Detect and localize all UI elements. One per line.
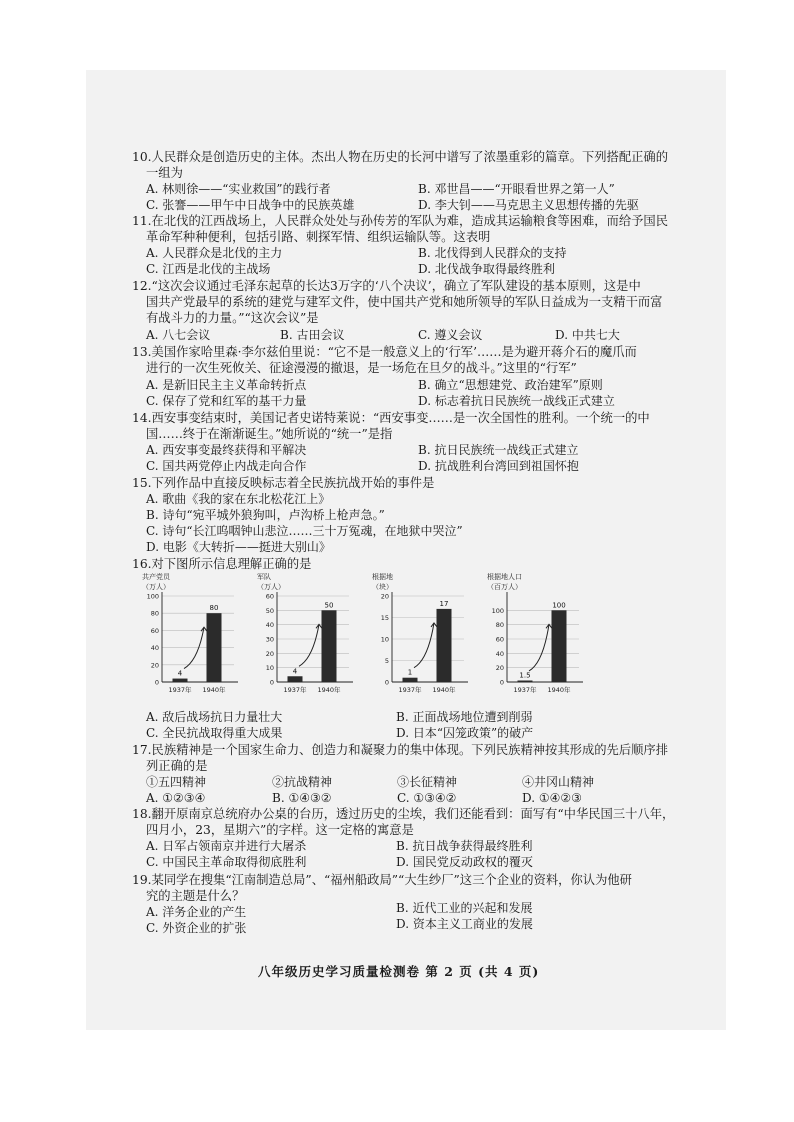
chart-1-ylabel-line1: 共产党员 <box>142 573 170 581</box>
q10-option-d: D. 李大钊——马克思主义思想传播的先驱 <box>418 198 639 212</box>
chart-4-bar-1940年 <box>552 610 567 682</box>
chart-4-ytick-label: 0 <box>499 678 504 687</box>
q11-option-b: B. 北伐得到人民群众的支持 <box>418 246 567 260</box>
q11-option-a: A. 人民群众是北伐的主力 <box>146 246 283 260</box>
q12-stem-line2: 国共产党最早的系统的建党与建军文件，使中国共产党和她所领导的军队日益成为一支精干而富 <box>146 295 663 309</box>
q17-item-2: ②抗战精神 <box>272 775 333 789</box>
chart-2-ytick-label: 20 <box>265 649 274 658</box>
chart-2-value-label: 50 <box>324 601 334 610</box>
q19-stem-line2: 究的主题是什么？ <box>146 889 245 903</box>
q15-option-a: A. 歌曲《我的家在东北松花江上》 <box>146 492 331 506</box>
chart-1-bar-1937年 <box>173 679 188 682</box>
q14-option-c: C. 国共两党停止内战走向合作 <box>146 459 307 473</box>
chart-3-ytick-label: 15 <box>380 614 389 622</box>
q17-stem-line1: 17.民族精神是一个国家生命力、创造力和凝聚力的集中体现。下列民族精神按其形成的先后顺序排 <box>132 743 669 757</box>
q12-option-d: D. 中共七大 <box>555 328 620 342</box>
q19-option-d: D. 资本主义工商业的发展 <box>396 917 533 931</box>
q18-option-b: B. 抗日战争获得最终胜利 <box>396 839 533 853</box>
page-footer: 八年级历史学习质量检测卷 第 2 页 (共 4 页) <box>258 964 540 979</box>
q17-item-4: ④井冈山精神 <box>522 775 595 789</box>
q17-option-c: C. ①③④② <box>397 791 457 805</box>
chart-2-ytick-label: 50 <box>265 606 274 615</box>
q13-stem-line1: 13.美国作家哈里森·李尔兹伯里说：“它不是一般意义上的‘行军’……是为避开蒋介石的魔爪而 <box>132 345 637 359</box>
q10-option-a: A. 林则徐——“实业救国”的践行者 <box>146 182 331 196</box>
chart-2-ylabel-line2: （万人） <box>257 583 285 591</box>
q12-option-c: C. 遵义会议 <box>418 328 483 342</box>
q19-stem-line1: 19.某同学在搜集“江南制造总局”、“福州船政局”“大生纱厂”这三个企业的资料，你认为他研 <box>132 873 632 887</box>
chart-4-trend-arrow <box>529 624 549 671</box>
chart-2-xtick-label: 1937年 <box>283 686 307 694</box>
q13-option-a: A. 是新旧民主主义革命转折点 <box>146 378 307 392</box>
q14-option-d: D. 抗战胜利台湾回到祖国怀抱 <box>418 459 579 473</box>
chart-2-ytick-label: 40 <box>265 621 274 630</box>
chart-3-ytick-label: 0 <box>384 678 389 687</box>
q16-charts-figure <box>140 570 600 708</box>
q19-option-b: B. 近代工业的兴起和发展 <box>396 901 533 915</box>
chart-2-xtick-label: 1940年 <box>317 686 341 694</box>
q11-stem-line1: 11.在北伐的江西战场上，人民群众处处与孙传芳的军队为难，造成其运输粮食等困难，而给予国民 <box>132 214 669 228</box>
q13-option-d: D. 标志着抗日民族统一战线正式建立 <box>418 394 615 408</box>
chart-3-ylabel-line1: 根据地 <box>372 573 393 581</box>
chart-4-ylabel-line2: （百万人） <box>487 583 522 591</box>
chart-4-ylabel-line1: 根据地人口 <box>487 573 522 581</box>
q10-option-b: B. 邓世昌——“开眼看世界之第一人” <box>418 182 615 196</box>
chart-3-bar-1937年 <box>403 678 418 682</box>
q18-stem-line1: 18.翻开原南京总统府办公桌的台历，透过历史的尘埃，我们还能看到：面写有“中华民国三十八年， <box>132 807 675 821</box>
chart-2-bar-1937年 <box>288 676 303 682</box>
chart-1-ytick-label: 80 <box>150 609 159 618</box>
chart-3-ytick-label: 10 <box>380 635 389 644</box>
q14-stem-line1: 14.西安事变结束时，美国记者史诺特莱说：“西安事变……是一次全国性的胜利。一个统一的中 <box>132 411 650 425</box>
q10-stem-line2: 一组为 <box>146 166 183 180</box>
q16-option-d: D. 日本“囚笼政策”的破产 <box>396 726 534 740</box>
q17-item-3: ③长征精神 <box>397 775 458 789</box>
q12-option-a: A. 八七会议 <box>146 328 211 342</box>
q17-option-d: D. ①④②③ <box>522 791 582 805</box>
chart-3-ylabel-line2: （块） <box>372 583 393 591</box>
chart-1-value-label: 4 <box>177 669 183 678</box>
chart-1-bar-1940年 <box>207 613 222 682</box>
chart-3-ytick-label: 20 <box>380 592 389 601</box>
q18-option-a: A. 日军占领南京并进行大屠杀 <box>146 839 307 853</box>
chart-3-value-label: 1 <box>407 668 413 677</box>
chart-4-xtick-label: 1940年 <box>547 686 571 694</box>
q17-option-b: B. ①④③② <box>272 791 332 805</box>
chart-4-ytick-label: 80 <box>495 621 504 630</box>
q13-stem-line2: 进行的一次生死攸关、征途漫漫的撤退，是一场危在旦夕的战斗。”这里的“行军” <box>146 361 577 375</box>
q11-option-d: D. 北伐战争取得最终胜利 <box>418 262 555 276</box>
q15-option-d: D. 电影《大转折——挺进大别山》 <box>146 540 331 554</box>
chart-2-ytick-label: 60 <box>265 592 274 601</box>
q14-option-a: A. 西安事变最终获得和平解决 <box>146 443 307 457</box>
chart-1-ytick-label: 0 <box>154 678 159 687</box>
q18-option-d: D. 国民党反动政权的覆灭 <box>396 855 533 869</box>
q14-option-b: B. 抗日民族统一战线正式建立 <box>418 443 579 457</box>
chart-1-ytick-label: 20 <box>150 661 159 670</box>
q16-option-c: C. 全民抗战取得重大成果 <box>146 726 283 740</box>
chart-1-xtick-label: 1937年 <box>168 686 192 694</box>
q14-stem-line2: 国……终于在渐渐诞生。”她所说的“统一”是指 <box>146 427 393 441</box>
q15-option-b: B. 诗句“宛平城外狼狗叫，卢沟桥上枪声急。” <box>146 508 385 522</box>
q18-stem-line2: 四月小，23，星期六”的字样。这一定格的寓意是 <box>146 823 414 837</box>
q16-option-b: B. 正面战场地位遭到削弱 <box>396 710 533 724</box>
chart-3-xtick-label: 1937年 <box>398 686 422 694</box>
chart-4-value-label: 100 <box>552 601 566 610</box>
chart-4-ytick-label: 20 <box>495 664 504 673</box>
q11-option-c: C. 江西是北伐的主战场 <box>146 262 271 276</box>
q12-option-b: B. 古田会议 <box>280 328 345 342</box>
chart-1-ytick-label: 40 <box>150 644 159 653</box>
chart-3-value-label: 17 <box>439 599 449 608</box>
chart-4-ytick-label: 60 <box>495 635 504 644</box>
q11-stem-line2: 革命军种种便利，包括引路、刺探军情、组织运输队等。这表明 <box>146 230 491 244</box>
chart-1-ytick-label: 100 <box>146 592 159 601</box>
q18-option-c: C. 中国民主革命取得彻底胜利 <box>146 855 307 869</box>
chart-2-trend-arrow <box>299 624 319 666</box>
q12-stem-line3: 有战斗力的力量。”“这次会议”是 <box>146 311 319 325</box>
q19-option-c: C. 外资企业的扩张 <box>146 921 247 935</box>
chart-2-ytick-label: 30 <box>265 635 274 644</box>
chart-1-xtick-label: 1940年 <box>202 686 226 694</box>
q17-option-a: A. ①②③④ <box>146 791 206 805</box>
chart-4-ytick-label: 40 <box>495 649 504 658</box>
chart-3-trend-arrow <box>414 623 434 668</box>
q10-option-c: C. 张謇——甲午中日战争中的民族英雄 <box>146 198 355 212</box>
chart-4-bar-1937年 <box>518 681 533 683</box>
chart-2-ytick-label: 10 <box>265 664 274 673</box>
q10-stem-line1: 10.人民群众是创造历史的主体。杰出人物在历史的长河中谱写了浓墨重彩的篇章。下列搭配正确的 <box>132 150 669 164</box>
chart-4-ytick-label: 100 <box>491 606 504 615</box>
chart-3-xtick-label: 1940年 <box>432 686 456 694</box>
chart-3-bar-1940年 <box>437 609 452 682</box>
chart-2-value-label: 4 <box>292 667 298 676</box>
chart-1-ylabel-line2: （万人） <box>142 583 170 591</box>
q15-option-c: C. 诗句“长江呜咽钟山悲泣……三十万冤魂，在地狱中哭泣” <box>146 524 463 538</box>
chart-1-value-label: 80 <box>209 604 219 613</box>
chart-2-ytick-label: 0 <box>269 678 274 687</box>
q19-option-a: A. 洋务企业的产生 <box>146 905 247 919</box>
q16-stem-line1: 16.对下图所示信息理解正确的是 <box>132 557 312 571</box>
q13-option-b: B. 确立“思想建党、政治建军”原则 <box>418 378 603 392</box>
chart-4-value-label: 1.5 <box>519 671 531 680</box>
q17-stem-line2: 列正确的是 <box>146 759 208 773</box>
q12-stem-line1: 12.“这次会议通过毛泽东起草的长达3万字的‘八个决议’，确立了军队建设的基本原则，这是中 <box>132 279 641 293</box>
q15-stem-line1: 15.下列作品中直接反映标志着全民族抗战开始的事件是 <box>132 476 435 490</box>
chart-3-ytick-label: 5 <box>384 657 389 665</box>
q17-item-1: ①五四精神 <box>146 775 207 789</box>
chart-1-ytick-label: 60 <box>150 626 159 635</box>
chart-4-xtick-label: 1937年 <box>513 686 537 694</box>
q16-option-a: A. 敌后战场抗日力量壮大 <box>146 710 283 724</box>
q13-option-c: C. 保存了党和红军的基干力量 <box>146 394 307 408</box>
chart-2-bar-1940年 <box>322 610 337 682</box>
chart-2-ylabel-line1: 军队 <box>257 573 271 581</box>
